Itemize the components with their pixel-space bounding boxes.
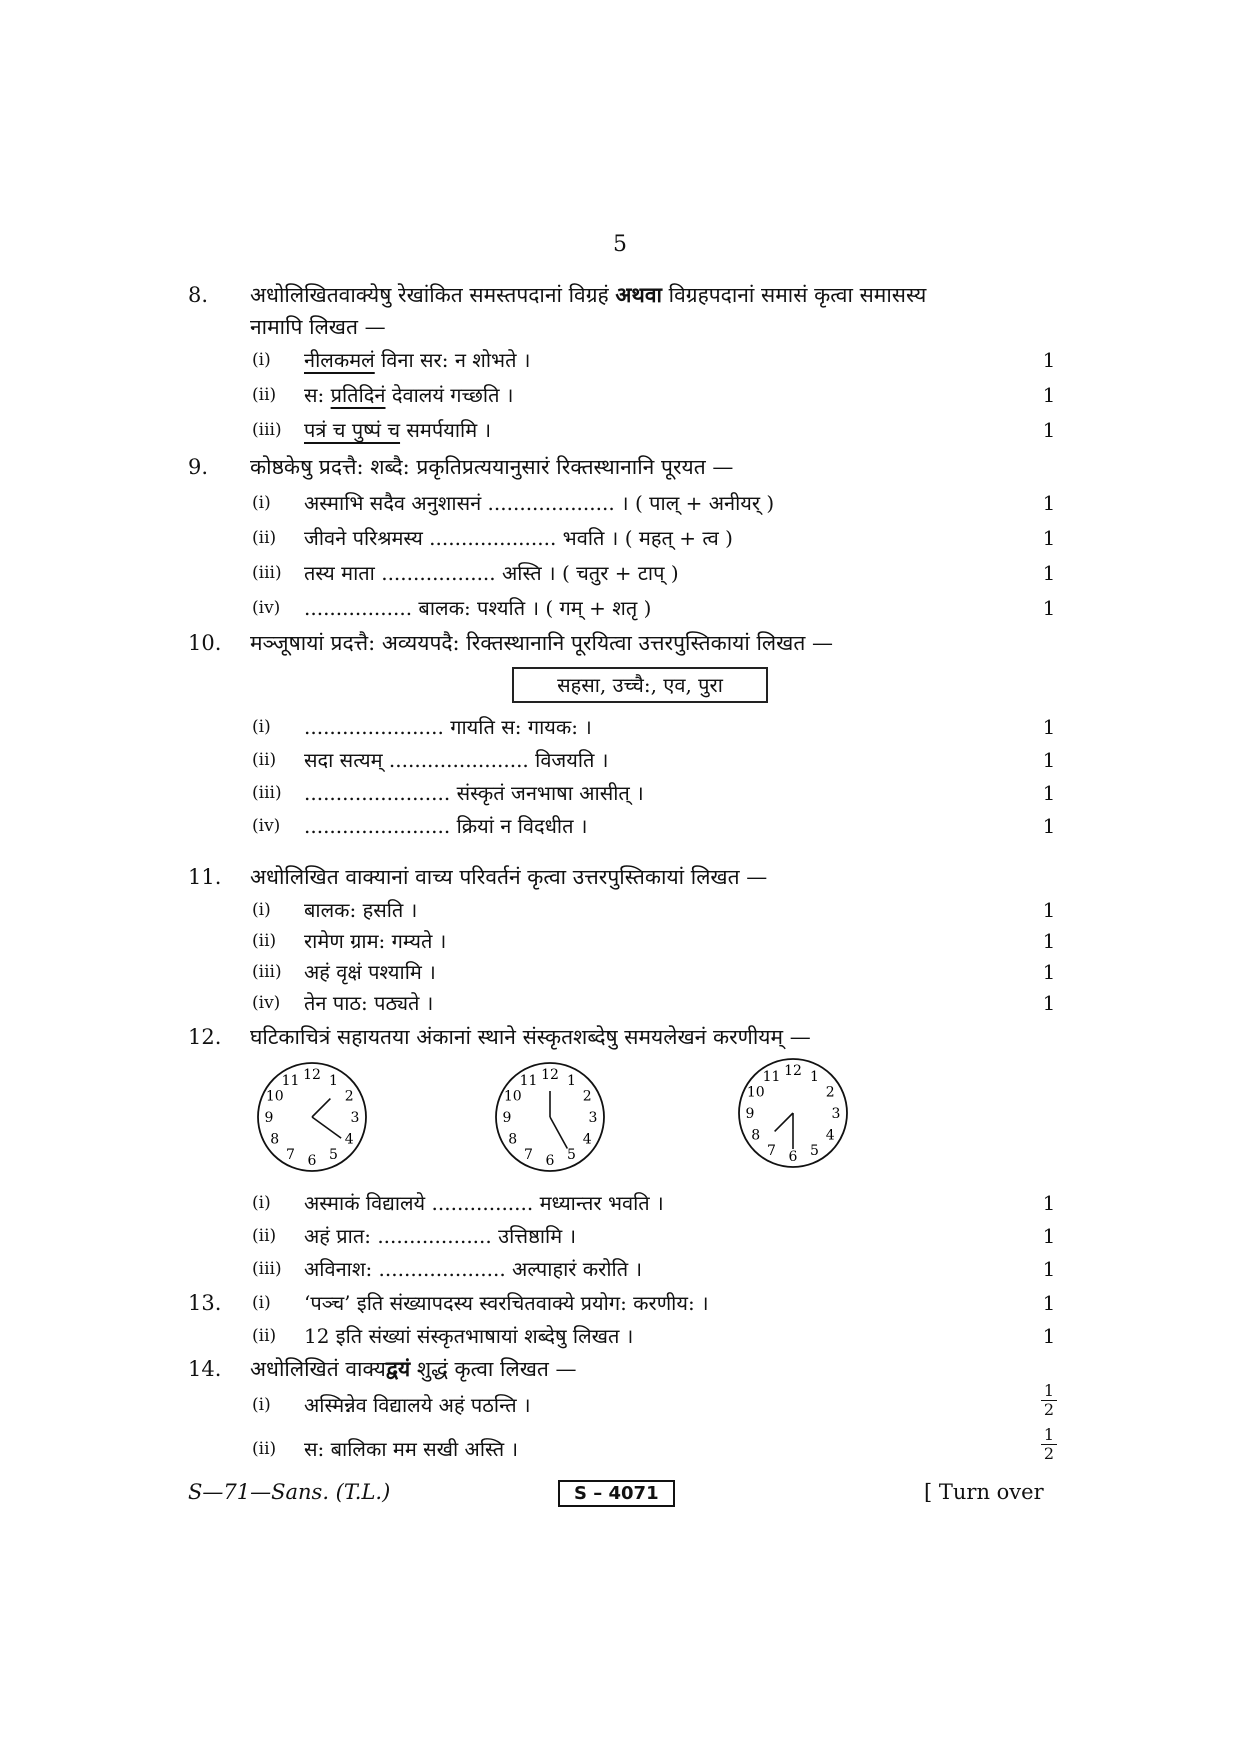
item-text: अहं प्रात: .................. उत्तिष्ठामि । xyxy=(304,1224,577,1248)
marks: 1 xyxy=(1042,348,1056,372)
clock-numeral: 12 xyxy=(541,1067,559,1083)
item-roman: (i) xyxy=(252,717,271,737)
item-text: ‘पञ्च’ इति संख्यापदस्य स्वरचितवाक्ये प्रयोग: करणीय: । xyxy=(304,1291,709,1315)
question-number: 9. xyxy=(188,455,209,479)
question-number: 11. xyxy=(188,865,222,889)
question-text: अधोलिखितवाक्येषु रेखांकित समस्तपदानां विग्रहं अथवा विग्रहपदानां समासं कृत्वा समासस्य xyxy=(250,282,927,307)
marks: 1 xyxy=(1042,418,1056,442)
clock-numeral: 1 xyxy=(810,1068,819,1085)
clock-numeral: 6 xyxy=(788,1149,798,1165)
marks: 1 xyxy=(1042,1191,1056,1215)
clock-numeral: 1 xyxy=(567,1072,576,1089)
item-text: नीलकमलं विना सर: न शोभते । xyxy=(304,348,531,372)
item-roman: (iv) xyxy=(252,816,281,836)
item-text: सदा सत्यम् ...................... विजयति । xyxy=(304,748,609,772)
marks: 1 xyxy=(1042,561,1056,585)
paper-code: S—71—Sans. (T.L.) xyxy=(188,1480,391,1504)
item-text: ....................... संस्कृतं जनभाषा आसीत् । xyxy=(304,781,644,805)
page-number: 5 xyxy=(613,232,627,257)
item-roman: (ii) xyxy=(252,1439,277,1459)
item-roman: (iv) xyxy=(252,993,281,1013)
clock-numeral: 6 xyxy=(307,1153,317,1169)
marks: 1 xyxy=(1042,1257,1056,1281)
question-text: घटिकाचित्रं सहायतया अंकानां स्थाने संस्कृतशब्देषु समयलेखनं करणीयम् — xyxy=(250,1025,811,1049)
marks: 1 xyxy=(1042,1291,1056,1315)
clock-numeral: 6 xyxy=(545,1153,555,1169)
item-text: जीवने परिश्रमस्य .................... भवति । ( महत् + त्व ) xyxy=(304,526,733,550)
item-text: तेन पाठ: पठ्यते । xyxy=(304,991,434,1015)
question-number: 10. xyxy=(188,631,222,655)
clock-numeral: 9 xyxy=(502,1110,512,1126)
clock-3 xyxy=(733,1053,853,1173)
minute-hand xyxy=(550,1117,567,1149)
item-roman: (i) xyxy=(252,493,271,513)
item-roman: (i) xyxy=(252,1293,271,1313)
item-text: ....................... क्रियां न विदधीत । xyxy=(304,814,588,838)
marks-half: 1 2 xyxy=(1034,1382,1064,1419)
item-roman: (ii) xyxy=(252,931,277,951)
item-text: पत्रं च पुष्पं च समर्पयामि । xyxy=(304,418,492,442)
clock-numeral: 7 xyxy=(767,1143,776,1160)
series-code: S – 4071 xyxy=(558,1480,675,1507)
marks: 1 xyxy=(1042,491,1056,515)
clock-numeral: 12 xyxy=(303,1067,321,1083)
clock-numeral: 10 xyxy=(503,1088,522,1105)
clock-numeral: 7 xyxy=(286,1147,295,1164)
marks: 1 xyxy=(1042,991,1056,1015)
item-text: तस्य माता .................. अस्ति । ( चतुर + टाप् ) xyxy=(304,561,679,585)
clock-numeral: 3 xyxy=(588,1110,598,1126)
question-number: 14. xyxy=(188,1357,222,1381)
item-roman: (ii) xyxy=(252,1326,277,1346)
hour-hand xyxy=(775,1113,793,1131)
word-box: सहसा, उच्चै:, एव, पुरा xyxy=(512,667,768,703)
item-roman: (iii) xyxy=(252,563,282,583)
marks: 1 xyxy=(1042,1324,1056,1348)
marks: 1 xyxy=(1042,1224,1056,1248)
item-text: रामेण ग्राम: गम्यते । xyxy=(304,929,447,953)
item-roman: (ii) xyxy=(252,1226,277,1246)
item-roman: (ii) xyxy=(252,528,277,548)
item-text: ................. बालक: पश्यति । ( गम् + शतृ ) xyxy=(304,596,652,620)
clock-numeral: 3 xyxy=(831,1106,841,1122)
clock-numeral: 5 xyxy=(329,1147,338,1164)
clock-numeral: 5 xyxy=(810,1143,819,1160)
item-roman: (i) xyxy=(252,350,271,370)
marks: 1 xyxy=(1042,748,1056,772)
question-text-line: नामापि लिखत — xyxy=(250,315,386,339)
clock-numeral: 2 xyxy=(344,1088,354,1105)
clock-numeral: 8 xyxy=(508,1131,518,1148)
item-text: अस्माकं विद्यालये ................ मध्यान्तर भवति । xyxy=(304,1191,664,1215)
question-text: कोष्ठकेषु प्रदत्तै: शब्दै: प्रकृतिप्रत्ययानुसारं रिक्तस्थानानि पूरयत — xyxy=(250,455,734,479)
clock-numeral: 10 xyxy=(746,1084,765,1101)
item-text: 12 इति संख्यां संस्कृतभाषायां शब्देषु लिखत । xyxy=(304,1324,634,1348)
marks: 1 xyxy=(1042,929,1056,953)
item-roman: (iii) xyxy=(252,783,282,803)
hour-hand xyxy=(312,1099,330,1117)
marks: 1 xyxy=(1042,960,1056,984)
question-number: 8. xyxy=(188,283,209,307)
marks-half: 1 2 xyxy=(1034,1426,1064,1463)
question-number: 13. xyxy=(188,1291,222,1315)
item-text: बालक: हसति । xyxy=(304,898,418,922)
clock-numeral: 10 xyxy=(265,1088,284,1105)
item-text: अविनाश: .................... अल्पाहारं करोति । xyxy=(304,1257,643,1281)
marks: 1 xyxy=(1042,898,1056,922)
clock-numeral: 8 xyxy=(270,1131,280,1148)
minute-hand xyxy=(312,1117,341,1138)
item-roman: (i) xyxy=(252,1395,271,1415)
clock-numeral: 11 xyxy=(519,1072,538,1089)
clock-numeral: 8 xyxy=(751,1127,761,1144)
clock-numeral: 4 xyxy=(344,1131,354,1148)
item-roman: (i) xyxy=(252,1193,271,1213)
item-roman: (iv) xyxy=(252,598,281,618)
clock-1 xyxy=(252,1057,372,1177)
item-text: अस्मिन्नेव विद्यालये अहं पठन्ति । xyxy=(304,1393,531,1417)
clock-numeral: 11 xyxy=(281,1072,300,1089)
item-text: स: बालिका मम सखी अस्ति । xyxy=(304,1437,519,1461)
clock-numeral: 9 xyxy=(745,1106,755,1122)
marks: 1 xyxy=(1042,526,1056,550)
clock-numeral: 2 xyxy=(582,1088,592,1105)
item-roman: (iii) xyxy=(252,420,282,440)
clock-numeral: 4 xyxy=(582,1131,592,1148)
question-text: अधोलिखितं वाक्यद्वयं शुद्धं कृत्वा लिखत — xyxy=(250,1356,577,1381)
item-roman: (iii) xyxy=(252,1259,282,1279)
clock-numeral: 4 xyxy=(825,1127,835,1144)
marks: 1 xyxy=(1042,814,1056,838)
question-number: 12. xyxy=(188,1025,222,1049)
clock-2 xyxy=(490,1057,610,1177)
clock-numeral: 12 xyxy=(784,1063,802,1079)
item-text: अहं वृक्षं पश्यामि । xyxy=(304,960,436,984)
marks: 1 xyxy=(1042,715,1056,739)
clock-numeral: 1 xyxy=(329,1072,338,1089)
clock-numeral: 7 xyxy=(524,1147,533,1164)
item-text: ...................... गायति स: गायक: । xyxy=(304,715,592,739)
question-text: मञ्जूषायां प्रदत्तै: अव्ययपदै: रिक्तस्थानानि पूरयित्वा उत्तरपुस्तिकायां लिखत — xyxy=(250,631,833,655)
turn-over-note: [ Turn over xyxy=(924,1480,1044,1504)
item-roman: (i) xyxy=(252,900,271,920)
item-roman: (ii) xyxy=(252,385,277,405)
clock-numeral: 2 xyxy=(825,1084,835,1101)
clock-numeral: 9 xyxy=(264,1110,274,1126)
marks: 1 xyxy=(1042,383,1056,407)
item-roman: (ii) xyxy=(252,750,277,770)
question-text: अधोलिखित वाक्यानां वाच्य परिवर्तनं कृत्वा उत्तरपुस्तिकायां लिखत — xyxy=(250,865,768,889)
clock-numeral: 11 xyxy=(762,1068,781,1085)
item-text: अस्माभि सदैव अनुशासनं .................... । ( पाल् + अनीयर् ) xyxy=(304,491,775,515)
clock-numeral: 3 xyxy=(350,1110,360,1126)
item-roman: (iii) xyxy=(252,962,282,982)
marks: 1 xyxy=(1042,781,1056,805)
marks: 1 xyxy=(1042,596,1056,620)
item-text: स: प्रतिदिनं देवालयं गच्छति । xyxy=(304,383,514,407)
clock-numeral: 5 xyxy=(567,1147,576,1164)
